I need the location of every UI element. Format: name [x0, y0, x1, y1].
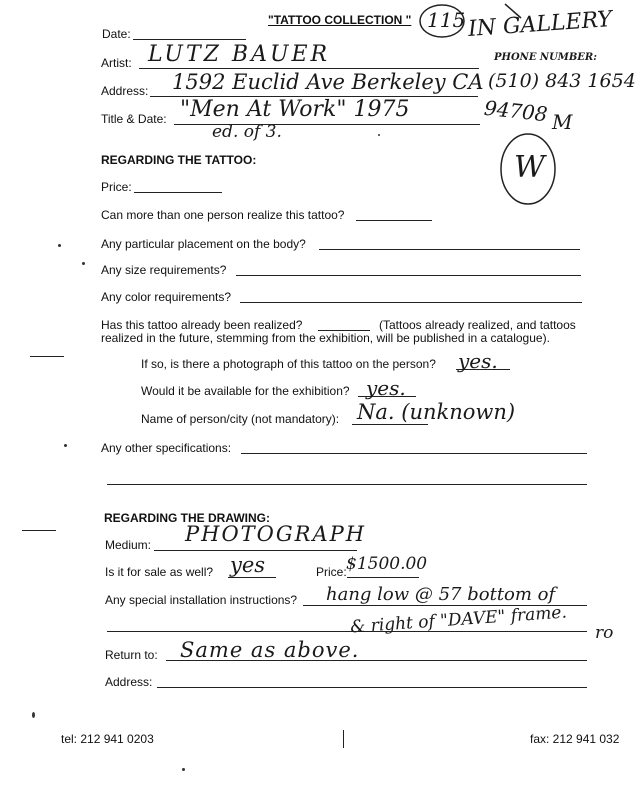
- color-line: [240, 302, 582, 303]
- regarding-drawing-heading: REGARDING THE DRAWING:: [104, 511, 270, 525]
- phone-number-label: PHONE NUMBER:: [494, 52, 597, 63]
- q-size: Any size requirements?: [101, 263, 227, 277]
- realized-note-1: (Tattoos already realized, and tattoos: [379, 318, 576, 332]
- q-name-city: Name of person/city (not mandatory):: [141, 412, 340, 426]
- footer-tel: tel: 212 941 0203: [61, 732, 154, 746]
- address-label-2: Address:: [105, 675, 153, 689]
- other-specs-line-1: [241, 453, 587, 454]
- date-label: Date:: [102, 27, 131, 41]
- speck: [182, 768, 185, 771]
- edition-answer: ed. of 3.: [212, 122, 282, 142]
- title-answer: "Men At Work" 1975: [180, 97, 410, 122]
- placement-line: [319, 249, 580, 250]
- price-line: [134, 192, 222, 193]
- in-gallery-note: IN GALLERY: [467, 7, 613, 42]
- size-line: [236, 275, 581, 276]
- for-sale-line: [228, 577, 276, 578]
- q-photo: If so, is there a photograph of this tattoo on the person?: [141, 357, 436, 371]
- price-label-2: Price:: [316, 565, 347, 579]
- strike-mark: [503, 2, 523, 20]
- available-answer: yes.: [366, 376, 406, 400]
- return-to-answer: Same as above.: [180, 638, 360, 662]
- artist-label: Artist:: [101, 56, 132, 70]
- medium-answer: PHOTOGRAPH: [185, 522, 367, 546]
- circled-number: 115: [427, 8, 466, 32]
- regarding-tattoo-heading: REGARDING THE TATTOO:: [101, 153, 257, 167]
- footer-fax: fax: 212 941 032: [530, 732, 620, 746]
- phone-answer: (510) 843 1654: [488, 70, 636, 92]
- medium-label: Medium:: [105, 538, 152, 552]
- other-specs-line-2: [107, 484, 587, 485]
- more-than-one-line: [356, 220, 432, 221]
- for-sale-answer: yes: [230, 553, 266, 577]
- speck: [378, 134, 380, 136]
- initials-note: M: [552, 110, 573, 134]
- speck: [58, 244, 61, 247]
- q-more-than-one: Can more than one person realize this tattoo?: [101, 208, 345, 222]
- q-color: Any color requirements?: [101, 290, 232, 304]
- medium-line: [154, 550, 357, 551]
- installation-line-2: [107, 631, 587, 632]
- q-installation: Any special installation instructions?: [105, 593, 298, 607]
- q-for-sale: Is it for sale as well?: [105, 565, 214, 579]
- q-realized: Has this tattoo already been realized?: [101, 318, 303, 332]
- speck: [32, 712, 35, 718]
- return-to-label: Return to:: [105, 648, 158, 662]
- address-answer: 1592 Euclid Ave Berkeley CA: [172, 70, 484, 94]
- q-other-specs: Any other specifications:: [101, 441, 232, 455]
- price-line-2: [347, 577, 419, 578]
- footer-divider: [343, 730, 344, 748]
- realized-note-2: realized in the future, stemming from the exhibition, will be published in a catalogue).: [101, 331, 550, 345]
- circled-letter: W: [514, 150, 545, 185]
- price-label: Price:: [101, 180, 132, 194]
- installation-extra: ro: [595, 623, 614, 643]
- zip-answer: 94708: [482, 95, 549, 127]
- address-line-2: [157, 687, 587, 688]
- margin-mark-2: [22, 530, 56, 531]
- address-label: Address:: [101, 84, 149, 98]
- form-header-title: "TATTOO COLLECTION ": [268, 13, 412, 27]
- installation-answer-1: hang low @ 57 bottom of: [326, 584, 556, 605]
- speck: [82, 262, 85, 265]
- installation-answer-2: & right of "DAVE" frame.: [349, 602, 568, 638]
- artist-line: [139, 68, 479, 69]
- q-available: Would it be available for the exhibition?: [141, 384, 350, 398]
- artist-answer: LUTZ BAUER: [148, 42, 331, 67]
- date-line: [133, 39, 246, 40]
- margin-mark-1: [30, 356, 64, 357]
- name-city-line: [352, 424, 428, 425]
- name-city-answer: Na. (unknown): [357, 400, 516, 424]
- speck: [64, 444, 67, 447]
- title-date-label: Title & Date:: [101, 112, 167, 126]
- price-answer: $1500.00: [346, 554, 428, 574]
- photo-answer: yes.: [458, 349, 498, 373]
- q-placement: Any particular placement on the body?: [101, 237, 306, 251]
